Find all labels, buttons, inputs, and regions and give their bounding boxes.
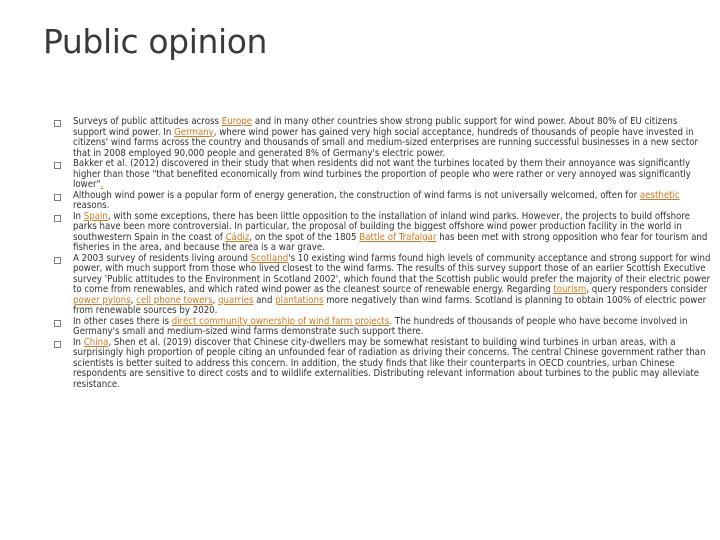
hyperlink[interactable]: power pylons [73,294,131,306]
hyperlink[interactable]: plantations [275,294,324,306]
bullet-text: , with some exceptions, there has been little opposition to the installation of inland wind parks. However, the projects to build offshore parks have been more controversial. In particular, the proposal of building the biggest offshore wind power production facility in the world in southwestern Spain in the coast of [73,210,690,243]
bullet-text: , [212,294,219,306]
bullet-item [54,191,712,212]
bullet-text: In [73,336,84,348]
bullet-text: and [253,294,276,306]
hyperlink[interactable]: direct community ownership of wind farm projects [171,315,390,327]
hyperlink[interactable]: Cádiz [225,231,250,243]
hyperlink[interactable]: cell phone towers [136,294,213,306]
hyperlink[interactable]: Battle of Trafalgar [359,231,437,243]
bullet-text: , where wind power has gained very high social acceptance, hundreds of thousands of people have invested in citizens' wind farms across the country and thousands of small and medium-sized enterprises are running successful businesses in a new sector that in 2008 employed 90,000 people and generated 8% of Germany's electric power. [73,126,699,159]
hyperlink[interactable]: Europe [221,116,253,127]
bullet-list [54,117,712,390]
bullet-text: Although wind power is a popular form of energy generation, the construction of wind farms is not universally welcomed, often for [73,189,640,201]
bullet-text: In other cases there is [73,315,172,327]
hyperlink[interactable]: aesthetic [639,189,680,201]
square-bullet-icon [54,257,61,264]
hyperlink[interactable]: Scotland [250,252,289,264]
bullet-text: , on the spot of the 1805 [249,231,360,243]
bullet-item [54,338,712,391]
hyperlink[interactable]: Germany [174,126,214,138]
bullet-text: , query responders consider [586,284,708,295]
bullet-text: reasons. [73,200,110,211]
bullet-text: Surveys of public attitudes across [73,116,222,127]
bullet-item [54,212,712,254]
bullet-item [54,117,712,159]
bullet-text: more negatively than wind farms. Scotland is planning to obtain 100% of electric power from renewable sources by 2020. [73,294,707,316]
hyperlink[interactable]: quarries [218,294,254,306]
square-bullet-icon [54,215,61,222]
bullet-text: A 2003 survey of residents living around [73,252,251,264]
bullet-text: In [73,210,84,222]
bullet-item [54,317,712,338]
bullet-text: . The hundreds of thousands of people who have become involved in Germany's small and medium-sized wind farms demonstrate such support there. [73,315,688,337]
bullet-text: , [130,294,137,306]
bullet-item [54,254,712,317]
square-bullet-icon [54,120,61,127]
square-bullet-icon [54,162,61,169]
bullet-item [54,159,712,191]
bullet-text: , Shen et al. (2019) discover that Chinese city-dwellers may be somewhat resistant to building wind turbines in urban areas, with a surprisingly high proportion of people citing an unfounded fear of radiation as driving their concerns. The central Chinese government rather than scientists is better suited to address this concern. In addition, the study finds that like their counterparts in OECD countries, urban Chinese respondents are sensitive to direct costs and to wildlife externalities. Distributing relevant information about turbines to the public may alleviate resistance. [73,336,706,390]
bullet-text: has been met with strong opposition who fear for tourism and fisheries in the area, and because the area is a war grave. [73,231,708,253]
hyperlink[interactable]: Spain [83,210,108,222]
hyperlink[interactable]: tourism [553,284,587,295]
hyperlink[interactable]: China [83,336,109,348]
bullet-text: Bakker et al. (2012) discovered in their study that when residents did not want the turbines located by them their annoyance was significantly higher than those "that benefited economically from wind turbines the proportion of people who were rather or very annoyed was significantly lower" [73,158,691,190]
square-bullet-icon [54,320,61,327]
bullet-text: 's 10 existing wind farms found high levels of community acceptance and strong support for wind power, with much support from those who lived closest to the wind farms. The results of this survey support those of an earlier Scottish Executive survey 'Public attitudes to the Environment in Scotland 2002', which found that the Scottish public would prefer the majority of their electric power to come from renewables, and which rated wind power as the cleanest source of renewable energy. Regarding [73,252,711,295]
hyperlink[interactable]: . [100,179,104,190]
bullet-text: and in many other countries show strong public support for wind power. About 80% of EU citizens support wind power. In [73,116,678,138]
slide-title: Public opinion [43,22,268,61]
square-bullet-icon [54,194,61,201]
square-bullet-icon [54,341,61,348]
